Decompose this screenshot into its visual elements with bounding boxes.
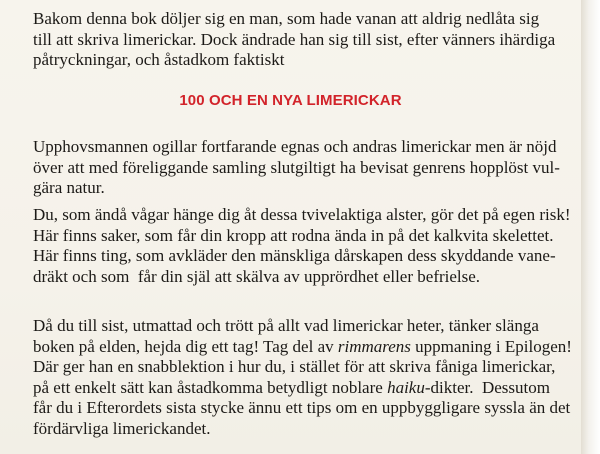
italic-word: haiku (387, 377, 425, 397)
paragraph-line: fördärvliga limerickandet. (33, 418, 211, 438)
paragraph-line: Då du till sist, utmattad och trött på allt vad limerickar heter, tänker slänga (33, 316, 539, 335)
intro-paragraph (33, 9, 578, 71)
book-title: 100 OCH EN NYA LIMERICKAR (179, 92, 402, 109)
paragraph-line: Du, som ändå vågar hänge dig åt dessa tvivelaktiga alster, gör det på egen risk! (33, 205, 571, 224)
intro-line: till att skriva limerickar. Dock ändrade han sig till sist, efter vänners ihärdiga (33, 29, 556, 49)
intro-line: Bakom denna bok döljer sig en man, som hade vanan att aldrig nedlåta sig (33, 9, 540, 28)
paragraph-line: får du i Efterordets sista stycke ännu ett tips om en uppbyggligare syssla än det (33, 398, 571, 418)
paragraph-line: över att med föreliggande samling slutgiltigt ha bevisat genrens hopplöst vul- (33, 157, 560, 177)
italic-word: rimmarens (337, 336, 411, 356)
paragraph-line-start: boken på elden, hejda dig ett tag! Tag del av (33, 336, 338, 356)
paragraph-line: Upphovsmannen ogillar fortfarande egnas och andras limerickar men är nöjd (33, 137, 557, 156)
intro-line: påtryckningar, och åstadkom faktiskt (33, 50, 285, 70)
epilogue-paragraph (33, 316, 578, 440)
paragraph-line: dräkt och som får din själ att skälva av upprördhet eller befrielse. (33, 266, 481, 286)
paragraph-line-end: -dikter. Dessutom (424, 377, 550, 397)
author-paragraph (33, 137, 578, 199)
page-edge (581, 0, 600, 454)
paragraph-line: Där ger han en snabblektion i hur du, i stället för att skriva fåniga limerickar, (33, 357, 556, 377)
paragraph-line: gära natur. (33, 178, 105, 198)
warning-paragraph (33, 205, 578, 287)
paragraph-line-end: uppmaning i Epilogen! (410, 336, 572, 356)
paragraph-line: Här finns saker, som får din kropp att rodna ända in på det kalkvita skelettet. (33, 225, 554, 245)
paragraph-line: Här finns ting, som avkläder den mänskliga dårskapen dess skyddande vane- (33, 246, 556, 266)
paragraph-line-start: på ett enkelt sätt kan åstadkomma betydligt noblare (33, 377, 388, 397)
